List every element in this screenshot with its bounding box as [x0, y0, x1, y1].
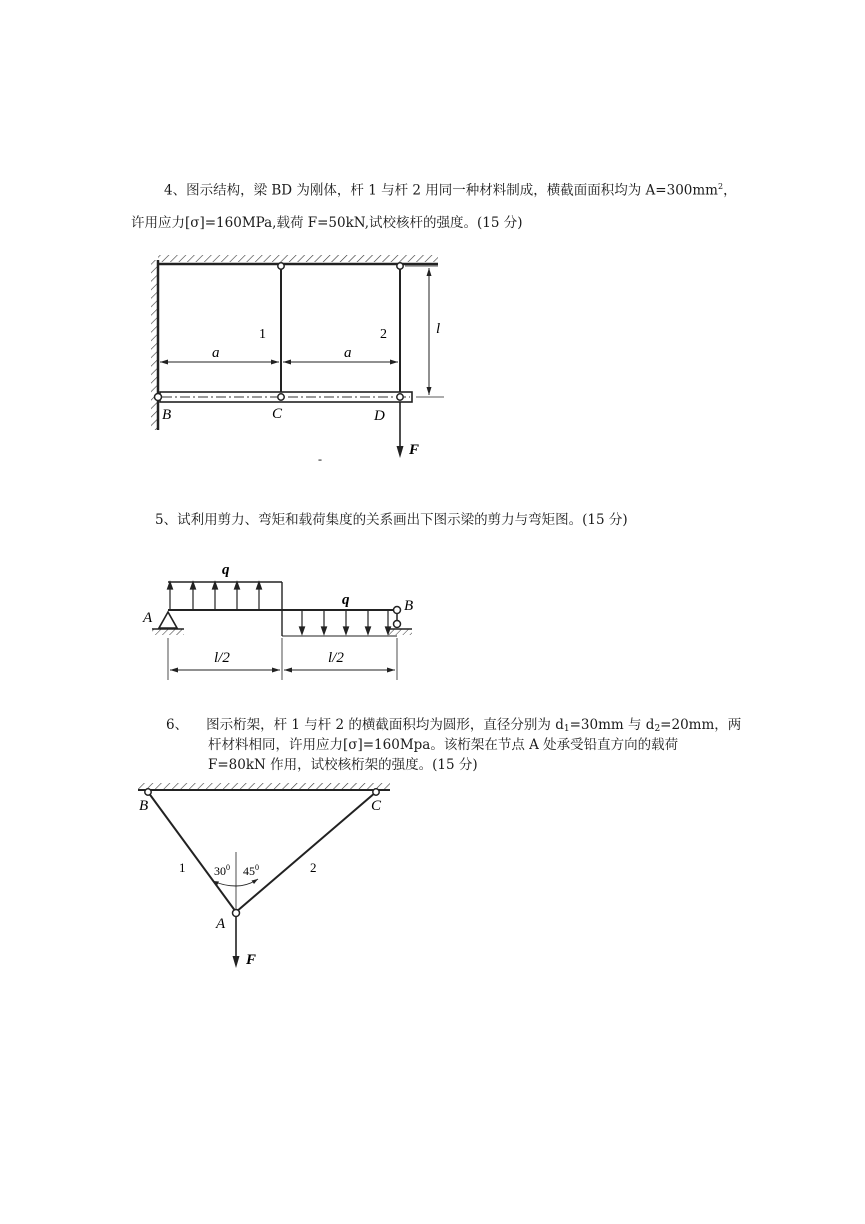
point-b-label: B [139, 798, 149, 814]
problem-6-text-a: 图示桁架，杆 1 与杆 2 的横截面积均为圆形，直径分别为 d [206, 717, 564, 733]
support-b-pin-bottom [394, 621, 401, 628]
member-2-label: 2 [310, 860, 317, 875]
load-q-right-label: q [342, 592, 350, 608]
ceiling-hatch [158, 255, 438, 262]
member-1 [148, 792, 236, 912]
pin-d [397, 394, 403, 400]
point-b-label: B [404, 598, 414, 614]
problem-5-number: 5、 [155, 512, 178, 528]
point-c-label: C [371, 798, 382, 814]
rod-1-top-pin [278, 263, 284, 269]
problem-6-figure [130, 780, 400, 970]
dim-l: l [436, 321, 441, 337]
problem-4-figure [148, 250, 448, 470]
angle-45-label: $45^0$ [243, 863, 259, 878]
support-b-pin-top [394, 607, 401, 614]
problem-6-text-b: =30mm 与 d [569, 717, 655, 733]
dim-half-left: l/2 [214, 650, 230, 666]
point-d-label: D [374, 408, 385, 424]
problem-6-sub2: 2 [654, 724, 661, 734]
pin-c [278, 394, 284, 400]
problem-6-text-line3: F=80kN 作用，试校核桁架的强度。(15 分) [208, 757, 478, 773]
point-a-label: A [143, 610, 153, 626]
support-a [159, 612, 177, 628]
problem-5-figure [140, 558, 430, 688]
member-1-label: 1 [179, 860, 186, 875]
point-b-label: B [162, 407, 172, 423]
problem-4-superscript: 2 [718, 182, 724, 191]
rod-1-label: 1 [259, 327, 266, 342]
problem-5-line1 [155, 514, 628, 528]
ceiling-hatch [138, 783, 390, 790]
member-2 [236, 792, 376, 912]
load-f-label: F [246, 952, 257, 968]
problem-6-text-line2: 杆材料相同，许用应力[σ]=160Mpa。该桁架在节点 A 处承受铅直方向的载荷 [208, 737, 679, 753]
upward-load-arrows [168, 582, 262, 610]
problem-5-text: 试利用剪力、弯矩和载荷集度的关系画出下图示梁的剪力与弯矩图。(15 分) [177, 512, 628, 528]
angle-30-label: $30^0$ [214, 863, 230, 878]
rod-2-label: 2 [380, 327, 387, 342]
problem-4-line1 [164, 183, 737, 198]
problem-4-line1-end: ， [723, 182, 737, 199]
problem-4-number: 4、 [164, 182, 187, 199]
pin-c [373, 789, 379, 795]
pin-b [145, 789, 151, 795]
point-c-label: C [272, 406, 283, 422]
problem-6-line1 [166, 719, 741, 734]
pin-b [155, 394, 162, 401]
problem-4-text-line2: 许用应力[σ]=160MPa,载荷 F=50kN,试校核杆的强度。(15 分) [131, 215, 523, 231]
dim-a-left: a [212, 345, 220, 361]
load-f-label: F [409, 442, 420, 458]
problem-4-text-line1: 图示结构，梁 BD 为刚体，杆 1 与杆 2 用同一种材料制成，横截面面积均为 A=300mm [186, 182, 718, 199]
downward-load-arrows [300, 610, 391, 634]
pin-a [233, 910, 240, 917]
problem-6-number: 6、 [166, 717, 189, 733]
point-a-label: A [216, 916, 226, 932]
stray-dash: - [318, 452, 322, 466]
problem-6-sub1: 1 [563, 724, 570, 734]
load-q-left-label: q [222, 562, 230, 578]
dim-a-right: a [344, 345, 352, 361]
problem-6-text-c: =20mm，两 [660, 717, 742, 733]
dim-half-right: l/2 [328, 650, 344, 666]
rod-2-top-pin [397, 263, 403, 269]
